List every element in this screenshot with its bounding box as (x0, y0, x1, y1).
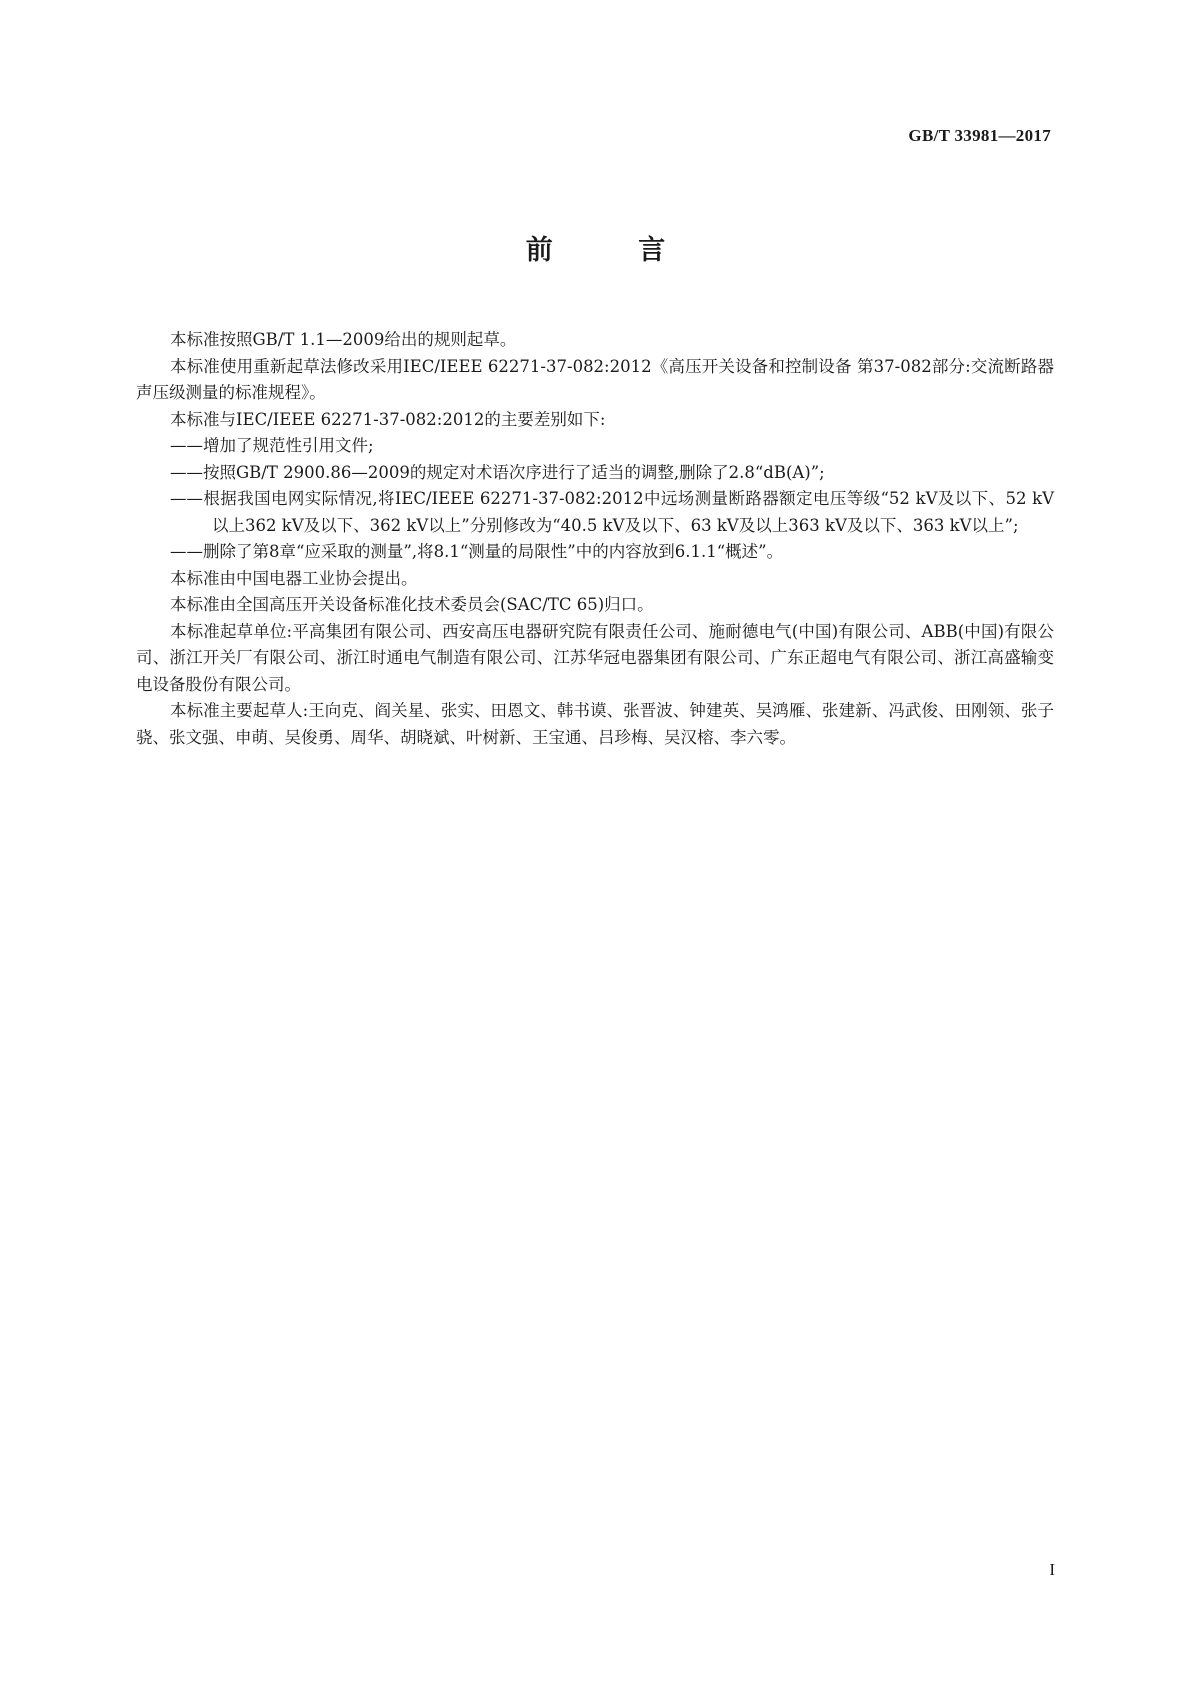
difference-item-1: ——增加了规范性引用文件; (170, 436, 374, 455)
difference-item-3: ——根据我国电网实际情况,将IEC/IEEE 62271-37-082:2012中远场测量断路器额定电压等级“52 kV及以下、52 kV以上362 kV及以下、362 kV以上”分别修改为“40.5 kV及以下、63 kV及以上363 kV及以下、363 kV以上”; (170, 489, 1054, 535)
difference-item-4: ——删除了第8章“应采取的测量”,将8.1“测量的局限性”中的内容放到6.1.1“概述”。 (170, 542, 784, 561)
page-number: I (1049, 1560, 1055, 1579)
standard-code: GB/T 33981—2017 (908, 126, 1051, 145)
preface-body (136, 327, 1054, 751)
paragraph-drafters: 本标准主要起草人:王向克、阎关星、张实、田恩文、韩书谟、张晋波、钟建英、吴鸿雁、张建新、冯武俊、田刚领、张子骁、张文强、申萌、吴俊勇、周华、胡晓斌、叶树新、王宝通、吕珍梅、吴汉榕、李六零。 (136, 701, 1054, 747)
paragraph-proposer: 本标准由中国电器工业协会提出。 (170, 568, 418, 588)
paragraph-adoption-method: 本标准使用重新起草法修改采用IEC/IEEE 62271-37-082:2012《高压开关设备和控制设备 第37-082部分:交流断路器声压级测量的标准规程》。 (136, 356, 1054, 402)
paragraph-administrator: 本标准由全国高压开关设备标准化技术委员会(SAC/TC 65)归口。 (170, 595, 654, 614)
paragraph-drafting-units: 本标准起草单位:平高集团有限公司、西安高压电器研究院有限责任公司、施耐德电气(中国)有限公司、ABB(中国)有限公司、浙江开关厂有限公司、浙江时通电气制造有限公司、江苏华冠电器集团有限公司、广东正超电气有限公司、浙江高盛输变电设备股份有限公司。 (136, 621, 1054, 694)
paragraph-differences-intro: 本标准与IEC/IEEE 62271-37-082:2012的主要差别如下: (170, 409, 606, 429)
page-title: 前 言 (525, 235, 704, 266)
difference-item-2: ——按照GB/T 2900.86—2009的规定对术语次序进行了适当的调整,删除了2.8“dB(A)”; (170, 462, 825, 482)
paragraph-drafting-rules: 本标准按照GB/T 1.1—2009给出的规则起草。 (170, 330, 517, 349)
